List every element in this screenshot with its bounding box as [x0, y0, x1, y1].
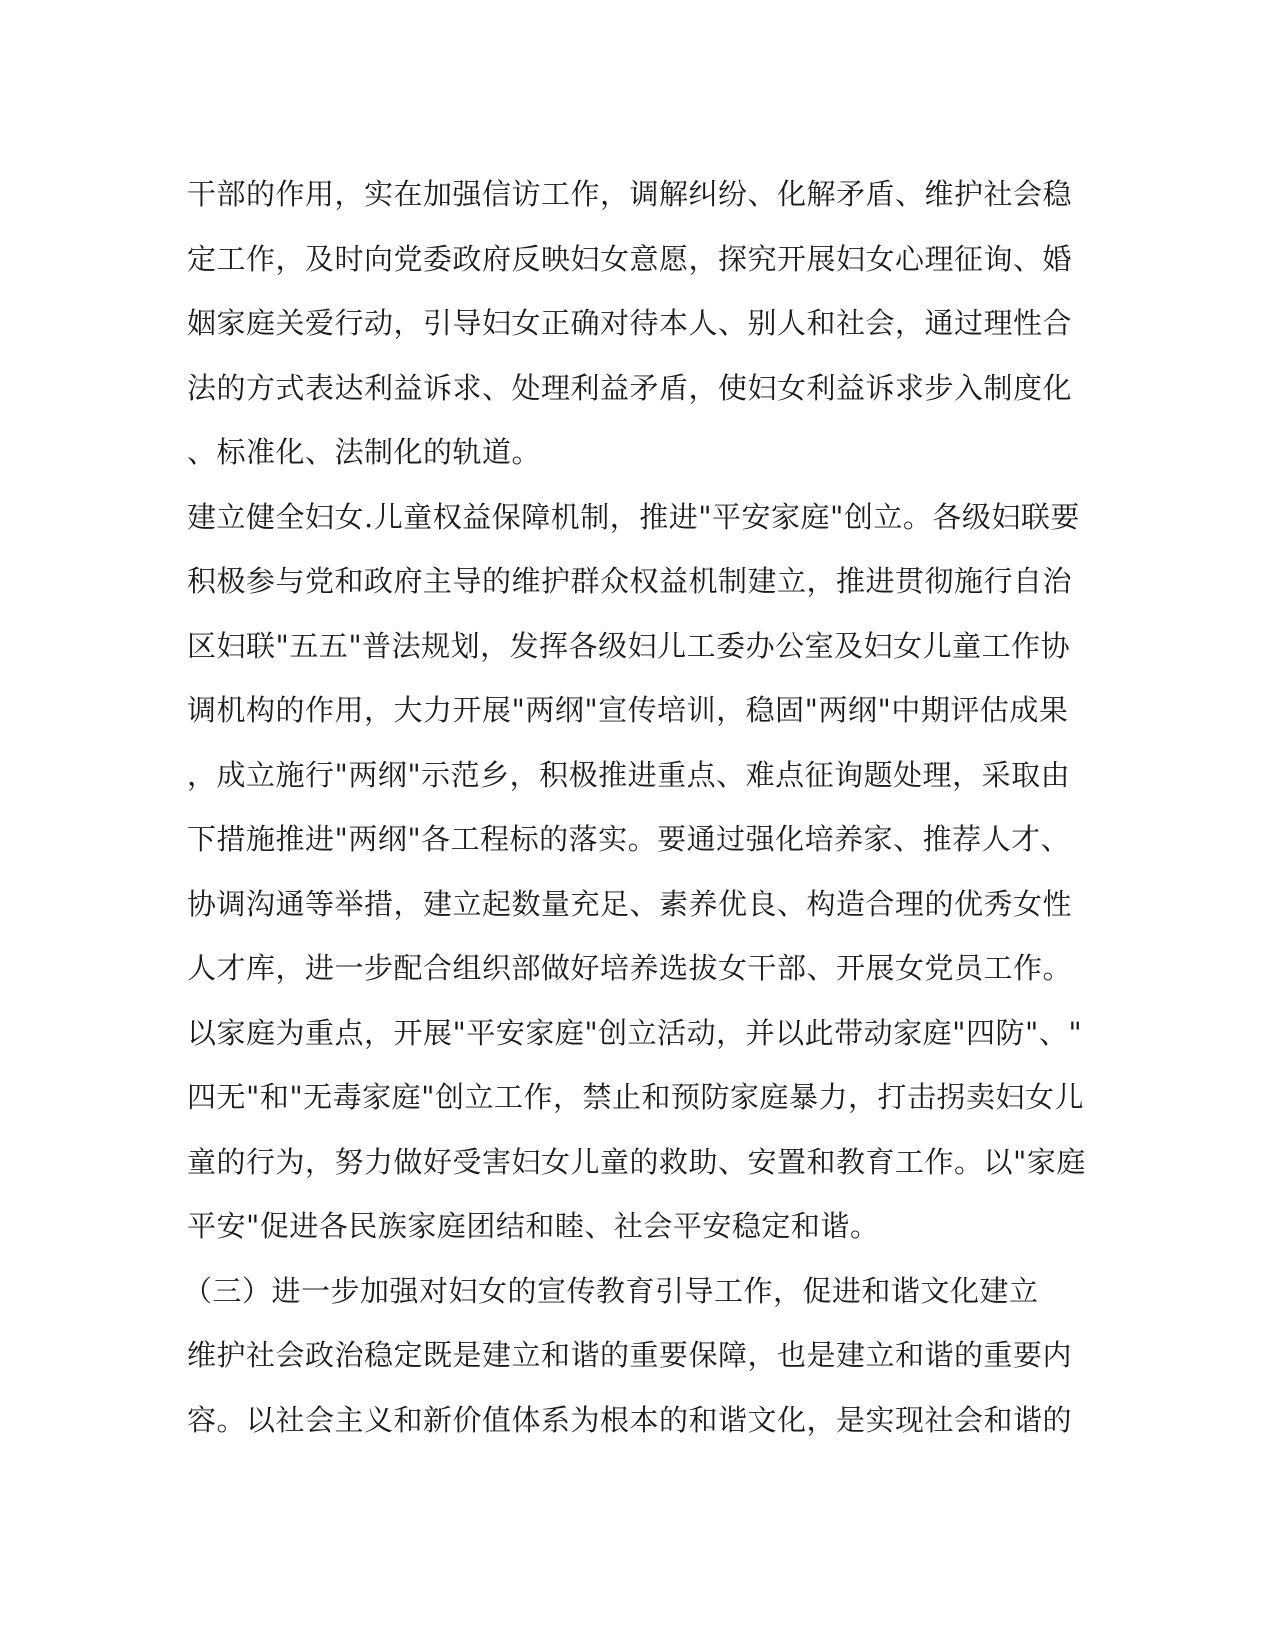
- text-line: 区妇联"五五"普法规划，发挥各级妇儿工委办公室及妇女儿童工作协: [187, 628, 1071, 663]
- text-line: ，成立施行"两纲"示范乡，积极推进重点、难点征询题处理，采取由: [187, 757, 1071, 792]
- section-heading: （三）进一步加强对妇女的宣传教育引导工作，促进和谐文化建立: [183, 1273, 1039, 1308]
- text-line: 姻家庭关爱行动，引导妇女正确对待本人、别人和社会，通过理性合: [187, 306, 1073, 340]
- text-line: 平安"促进各民族家庭团结和睦、社会平安稳定和谐。: [187, 1209, 880, 1243]
- text-line: 、标准化、法制化的轨道。: [187, 435, 542, 469]
- text-line: 四无"和"无毒家庭"创立工作，禁止和预防家庭暴力，打击拐卖妇女儿: [187, 1080, 1085, 1114]
- text-line: 干部的作用，实在加强信访工作，调解纠纷、化解矛盾、维护社会稳: [187, 177, 1073, 211]
- text-line: 容。以社会主义和新价值体系为根本的和谐文化，是实现社会和谐的: [187, 1402, 1073, 1437]
- text-line: 以家庭为重点，开展"平安家庭"创立活动，并以此带动家庭"四防"、": [187, 1015, 1083, 1050]
- text-line: 协调沟通等举措，建立起数量充足、素养优良、构造合理的优秀女性: [187, 886, 1073, 921]
- text-line: 法的方式表达利益诉求、处理利益矛盾，使妇女利益诉求步入制度化: [187, 370, 1073, 405]
- text-line: 人才库，进一步配合组织部做好培养选拔女干部、开展女党员工作。: [187, 951, 1073, 985]
- text-line: 童的行为，努力做好受害妇女儿童的救助、安置和教育工作。以"家庭: [187, 1144, 1086, 1179]
- body-text: [183, 162, 1087, 1452]
- text-line: 建立健全妇女.儿童权益保障机制，推进"平安家庭"创立。各级妇联要: [187, 499, 1080, 534]
- text-line: 调机构的作用，大力开展"两纲"宣传培训，稳固"两纲"中期评估成果: [187, 693, 1069, 727]
- text-line: 定工作，及时向党委政府反映妇女意愿，探究开展妇女心理征询、婚: [187, 241, 1073, 276]
- text-line: 下措施推进"两纲"各工程标的落实。要通过强化培养家、推荐人才、: [187, 822, 1071, 856]
- text-line: 维护社会政治稳定既是建立和谐的重要保障，也是建立和谐的重要内: [187, 1338, 1073, 1372]
- text-line: 积极参与党和政府主导的维护群众权益机制建立，推进贯彻施行自治: [187, 564, 1073, 598]
